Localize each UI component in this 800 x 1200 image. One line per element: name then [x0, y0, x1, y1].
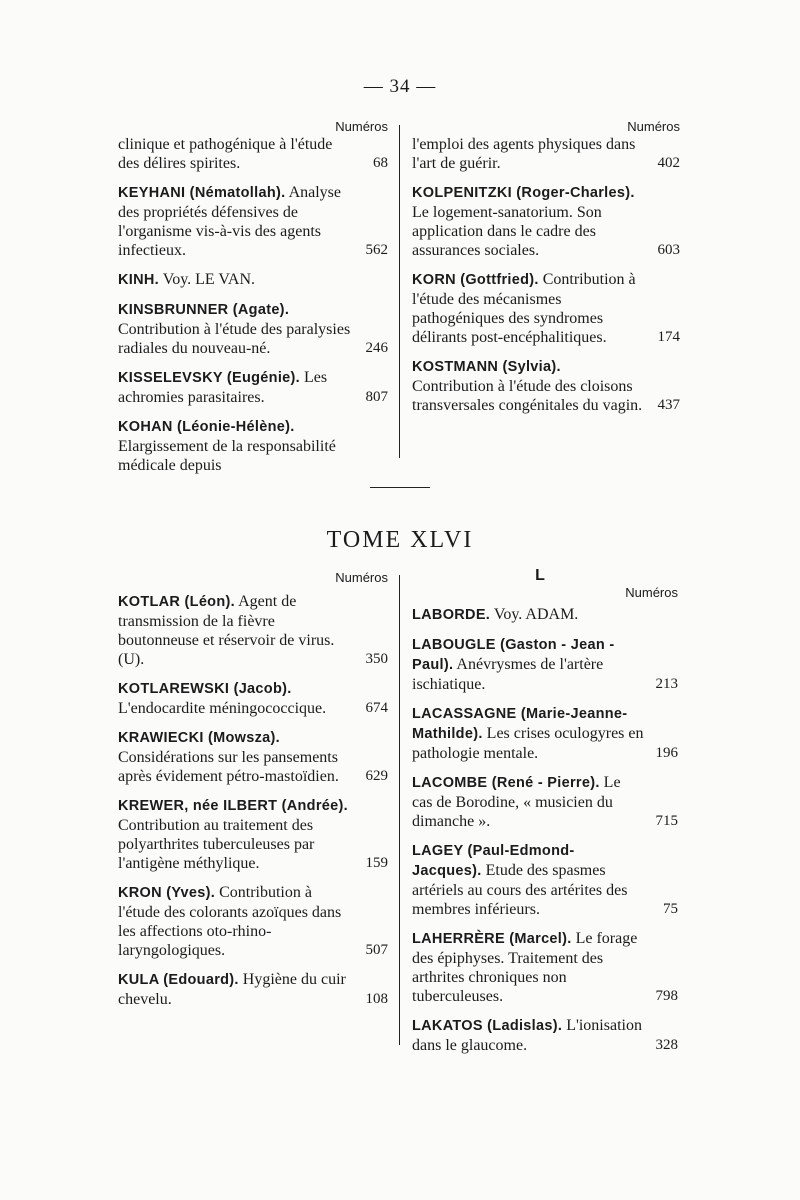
entry-text	[412, 1016, 678, 1055]
entry-author: LACASSAGNE (Marie-Jeanne-Mathilde).	[412, 706, 628, 742]
entry-number: 159	[365, 855, 388, 871]
index-entry	[118, 592, 388, 669]
entry-title: L'ionisation dans le glaucome.	[412, 1017, 642, 1054]
index-entry	[412, 605, 678, 625]
index-column-upper-left	[118, 135, 388, 485]
index-entry	[412, 135, 680, 173]
index-column-lower-right	[412, 605, 678, 1065]
entry-author: KOSTMANN (Sylvia).	[412, 359, 561, 375]
entry-number: 328	[655, 1037, 678, 1053]
index-entry	[412, 183, 680, 260]
entry-author: LAKATOS (Ladislas).	[412, 1018, 563, 1034]
entry-author: KOTLAR (Léon).	[118, 594, 235, 610]
entry-number: 798	[655, 988, 678, 1004]
entry-title: Le cas de Borodine, « musicien du dimanche ».	[412, 774, 621, 830]
index-entry	[118, 796, 388, 873]
entry-text	[412, 841, 678, 919]
entry-title: Etude des spasmes artériels au cours des artérites des membres inférieurs.	[412, 862, 628, 918]
entry-number: 807	[365, 389, 388, 405]
index-entry	[412, 841, 678, 919]
column-divider-upper	[399, 125, 400, 458]
entry-text	[412, 929, 678, 1006]
entry-number: 350	[365, 651, 388, 667]
entry-text	[412, 357, 680, 415]
entry-text	[118, 883, 388, 960]
entry-title: l'emploi des agents physiques dans l'art de guérir.	[412, 136, 636, 172]
column-divider-lower	[399, 575, 400, 1045]
entry-title: L'endocardite méningococcique.	[118, 700, 327, 717]
entry-title: Agent de transmission de la fièvre boutonneuse et réservoir de virus. (U).	[118, 593, 335, 668]
index-entry	[118, 183, 388, 260]
entry-text	[118, 135, 388, 173]
entry-text	[412, 183, 680, 260]
entry-number: 562	[365, 242, 388, 258]
index-entry	[412, 773, 678, 831]
entry-text	[118, 679, 388, 718]
entry-text	[118, 728, 388, 786]
index-entry	[118, 679, 388, 718]
entry-title: Considérations sur les pansements après évidement pétro-mastoïdien.	[118, 749, 339, 785]
index-column-lower-left	[118, 592, 388, 1019]
index-entry	[118, 883, 388, 960]
entry-title: Analyse des propriétés défensives de l'organisme vis-à-vis des agents infectieux.	[118, 184, 341, 259]
entry-title: Les achromies parasitaires.	[118, 369, 328, 406]
entry-author: KOHAN (Léonie-Hélène).	[118, 419, 295, 435]
entry-title: Contribution au traitement des polyarthrites tuberculeuses par l'antigène méthylique.	[118, 817, 315, 872]
entry-title: Hygiène du cuir chevelu.	[118, 971, 346, 1008]
entry-number: 75	[663, 901, 678, 917]
entry-number: 603	[657, 242, 680, 258]
entry-text	[118, 368, 388, 407]
entry-number: 629	[365, 768, 388, 784]
entry-title: Contribution à l'étude des paralysies radiales du nouveau-né.	[118, 321, 351, 357]
index-entry	[118, 270, 388, 290]
index-entry	[118, 728, 388, 786]
index-entry	[118, 300, 388, 358]
entry-author: LAGEY (Paul-Edmond-Jacques).	[412, 843, 575, 879]
index-entry	[412, 357, 680, 415]
index-entry	[412, 635, 678, 694]
entry-title: Anévrysmes de l'artère ischiatique.	[412, 656, 604, 693]
entry-title: clinique et pathogénique à l'étude des délires spirites.	[118, 136, 333, 172]
entry-text	[412, 773, 678, 831]
column-header-upper-right: Numéros	[627, 119, 680, 134]
index-entry	[118, 135, 388, 173]
entry-number: 715	[655, 813, 678, 829]
entry-author: KINH.	[118, 272, 159, 288]
entry-number: 674	[365, 700, 388, 716]
entry-title: Contribution à l'étude des colorants azoïques dans les affections oto-rhino-laryngologiques.	[118, 884, 342, 959]
entry-author: LABORDE.	[412, 607, 491, 623]
entry-author: KREWER, née ILBERT (Andrée).	[118, 798, 348, 814]
tome-title: TOME XLVI	[326, 527, 474, 553]
entry-number: 437	[657, 397, 680, 413]
entry-text	[118, 592, 388, 669]
index-entry	[118, 368, 388, 407]
index-entry	[118, 970, 388, 1009]
entry-text	[412, 635, 678, 694]
entry-author: KRAWIECKI (Mowsza).	[118, 730, 280, 746]
index-column-upper-right	[412, 135, 680, 425]
column-header-lower-right: Numéros	[625, 585, 678, 600]
section-letter: L	[535, 567, 545, 584]
entry-title: Voy. ADAM.	[493, 606, 579, 623]
page-number: — 34 —	[363, 76, 437, 97]
entry-text	[118, 300, 388, 358]
entry-text	[118, 270, 388, 290]
entry-author: KEYHANI (Nématollah).	[118, 185, 286, 201]
entry-author: LACOMBE (René - Pierre).	[412, 775, 600, 791]
entry-text	[412, 135, 680, 173]
entry-author: KINSBRUNNER (Agate).	[118, 302, 290, 318]
entry-title: Le logement-sanatorium. Son application dans le cadre des assurances sociales.	[412, 204, 602, 259]
entry-author: KRON (Yves).	[118, 885, 216, 901]
entry-text	[118, 417, 388, 475]
entry-number: 108	[365, 991, 388, 1007]
entry-text	[118, 796, 388, 873]
index-entry	[412, 929, 678, 1006]
entry-title: Contribution à l'étude des mécanismes pathogéniques des syndromes délirants post-encéphalitiques.	[412, 271, 636, 346]
entry-author: LABOUGLE (Gaston - Jean - Paul).	[412, 637, 615, 673]
entry-author: KORN (Gottfried).	[412, 272, 539, 288]
entry-number: 196	[655, 745, 678, 761]
entry-title: Elargissement de la responsabilité médicale depuis	[118, 438, 336, 474]
column-header-upper-left: Numéros	[335, 119, 388, 134]
entry-author: LAHERRÈRE (Marcel).	[412, 931, 572, 947]
column-header-lower-left: Numéros	[335, 570, 388, 585]
entry-number: 174	[657, 329, 680, 345]
entry-number: 213	[655, 676, 678, 692]
entry-author: KULA (Edouard).	[118, 972, 239, 988]
entry-title: Contribution à l'étude des cloisons transversales congénitales du vagin.	[412, 378, 643, 414]
entry-number: 246	[365, 340, 388, 356]
index-entry	[412, 270, 680, 347]
entry-number: 402	[657, 155, 680, 171]
index-entry	[118, 417, 388, 475]
entry-number: 68	[373, 155, 388, 171]
entry-author: KOTLAREWSKI (Jacob).	[118, 681, 292, 697]
section-divider	[370, 487, 430, 488]
entry-text	[118, 183, 388, 260]
entry-title: Voy. LE VAN.	[162, 271, 256, 288]
entry-number: 507	[365, 942, 388, 958]
entry-title: Les crises oculogyres en pathologie mentale.	[412, 725, 644, 762]
entry-title: Le forage des épiphyses. Traitement des arthrites chroniques non tuberculeuses.	[412, 930, 638, 1005]
entry-text	[412, 704, 678, 763]
entry-text	[412, 270, 680, 347]
entry-author: KOLPENITZKI (Roger-Charles).	[412, 185, 635, 201]
entry-text	[118, 970, 388, 1009]
index-entry	[412, 1016, 678, 1055]
entry-author: KISSELEVSKY (Eugénie).	[118, 370, 300, 386]
index-entry	[412, 704, 678, 763]
entry-text	[412, 605, 678, 625]
